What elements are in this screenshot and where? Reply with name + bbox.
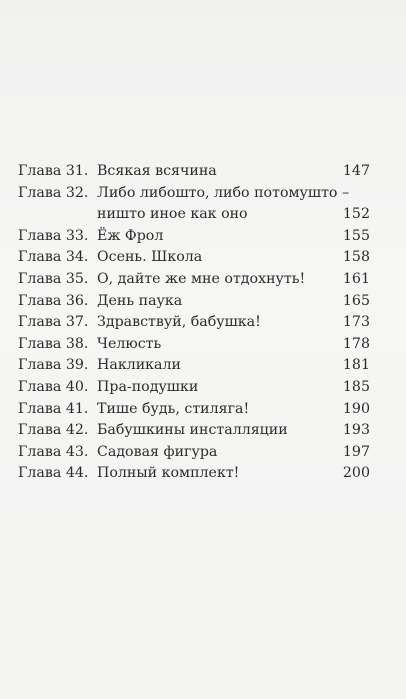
chapter-title: Пра-подушки — [97, 378, 199, 395]
toc-entry — [18, 377, 370, 399]
toc-entry — [18, 269, 370, 291]
dot-leader — [164, 347, 340, 348]
chapter-title: День паука — [97, 292, 183, 309]
dot-leader — [252, 412, 340, 413]
toc-entry-continuation — [18, 204, 370, 226]
chapter-title: Здравствуй, бабушка! — [97, 314, 261, 331]
dot-leader — [205, 260, 340, 261]
chapter-number: Глава 41. — [18, 400, 89, 417]
dot-leader — [220, 455, 340, 456]
page-number: 173 — [342, 314, 370, 331]
chapter-title: Челюсть — [97, 335, 162, 352]
page-number: 158 — [342, 249, 370, 266]
chapter-number: Глава 44. — [18, 465, 89, 482]
toc-entry — [18, 463, 370, 485]
chapter-title: Осень. Школа — [97, 249, 203, 266]
page-number: 197 — [342, 443, 370, 460]
page-number: 165 — [342, 292, 370, 309]
page-number: 178 — [342, 335, 370, 352]
page-number: 155 — [342, 227, 370, 244]
page-number: 181 — [342, 357, 370, 374]
chapter-title-continuation: ништо иное как оно — [97, 206, 248, 223]
toc-entry — [18, 399, 370, 421]
chapter-title: Накликали — [97, 357, 181, 374]
chapter-number: Глава 35. — [18, 270, 89, 287]
toc-entry — [18, 312, 370, 334]
toc-entry — [18, 247, 370, 269]
chapter-title: Бабушкины инсталляции — [97, 422, 288, 439]
page-number: 190 — [342, 400, 370, 417]
page-number: 152 — [342, 206, 370, 223]
chapter-number: Глава 39. — [18, 357, 89, 374]
page-number: 193 — [342, 422, 370, 439]
chapter-number: Глава 43. — [18, 443, 89, 460]
toc-entry — [18, 442, 370, 464]
dot-leader — [251, 217, 340, 218]
dot-leader — [242, 476, 340, 477]
chapter-number: Глава 37. — [18, 314, 89, 331]
toc-entry — [18, 334, 370, 356]
toc-entry — [18, 420, 370, 442]
toc-entry — [18, 161, 370, 183]
dot-leader — [184, 368, 340, 369]
dot-leader — [166, 239, 340, 240]
chapter-title: Всякая всячина — [97, 163, 217, 179]
page-number: 200 — [342, 465, 370, 482]
chapter-number: Глава 38. — [18, 335, 89, 352]
chapter-number: Глава 32. — [18, 184, 89, 201]
toc-entry — [18, 183, 370, 205]
chapter-title: Тише будь, стиляга! — [97, 400, 250, 417]
table-of-contents — [18, 161, 370, 485]
page-number: 161 — [342, 270, 370, 287]
page-number: 185 — [342, 378, 370, 395]
toc-entry — [18, 291, 370, 313]
chapter-number: Глава 33. — [18, 227, 89, 244]
dot-leader — [291, 433, 340, 434]
chapter-title: Садовая фигура — [97, 443, 218, 460]
dot-leader — [264, 325, 340, 326]
chapter-number: Глава 36. — [18, 292, 89, 309]
toc-entry — [18, 226, 370, 248]
toc-entry — [18, 355, 370, 377]
chapter-number: Глава 40. — [18, 378, 89, 395]
chapter-title: Ёж Фрол — [97, 227, 164, 244]
page-number: 147 — [342, 163, 370, 179]
chapter-number: Глава 42. — [18, 422, 89, 439]
dot-leader — [201, 390, 340, 391]
chapter-title: О, дайте же мне отдохнуть! — [97, 270, 306, 287]
chapter-title: Полный комплект! — [97, 465, 240, 482]
chapter-title: Либо либошто, либо потомушто – — [97, 184, 350, 201]
dot-leader — [308, 282, 340, 283]
dot-leader — [185, 304, 340, 305]
dot-leader — [220, 174, 340, 175]
chapter-number: Глава 34. — [18, 249, 89, 266]
chapter-number: Глава 31. — [18, 163, 89, 179]
